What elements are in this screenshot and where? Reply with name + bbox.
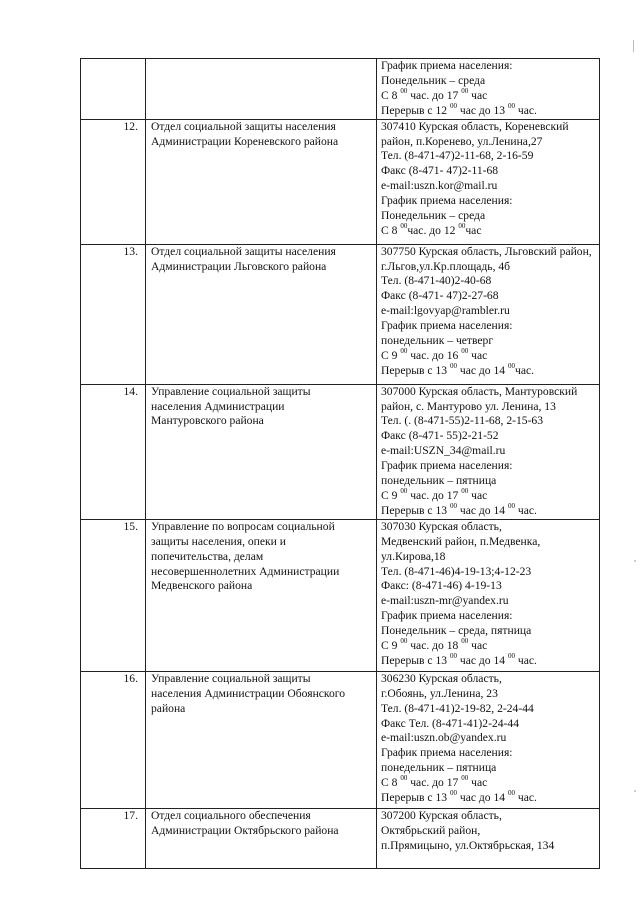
- contact-info-line: [381, 459, 599, 474]
- contact-info-line: [381, 672, 599, 687]
- organization-name-line: Отдел социального обеспечения: [151, 808, 311, 822]
- scan-edge-mark: [633, 40, 634, 52]
- contact-info-line: [381, 194, 599, 209]
- contact-info-line: [381, 74, 599, 89]
- contact-info-text: час. до 12: [407, 223, 459, 237]
- contact-info-line: [381, 746, 599, 761]
- organization-name: [146, 808, 377, 868]
- time-minutes-superscript: 00: [461, 86, 469, 95]
- contact-info-text: С 8: [381, 223, 401, 237]
- contact-info-line: [381, 349, 599, 364]
- time-minutes-superscript: 00: [449, 502, 457, 511]
- organization-name-line: Отдел социальной защиты населения: [151, 119, 336, 133]
- time-minutes-superscript: 00: [400, 487, 408, 496]
- row-number: 15.: [81, 519, 146, 671]
- contact-info-text: Факс (8-471- 47)2-11-68: [381, 164, 499, 178]
- organization-name-line: попечительства, делам: [151, 549, 264, 563]
- contact-info-line: [381, 385, 599, 400]
- contact-info: [377, 671, 600, 808]
- contact-info-text: Перерыв с 13: [381, 503, 450, 517]
- contact-info-text: час. до 17: [407, 776, 462, 790]
- contact-info-line: [381, 717, 599, 732]
- table-row: [81, 384, 600, 519]
- contact-info-text: 307030 Курская область,: [381, 519, 502, 533]
- organization-name-line: Мантуровского района: [151, 414, 264, 428]
- contact-info-line: [381, 135, 599, 150]
- contact-info-text: Факс: (8-471-46) 4-19-13: [381, 579, 502, 593]
- organization-name: [146, 59, 377, 120]
- time-minutes-superscript: 00: [400, 347, 408, 356]
- scan-edge-dot: [634, 790, 636, 792]
- time-minutes-superscript: 00: [507, 652, 515, 661]
- contact-info-line: [381, 224, 599, 239]
- contact-info: [377, 59, 600, 120]
- contact-info-text: час до 14: [456, 653, 508, 667]
- contact-info-line: [381, 565, 599, 580]
- contact-info-line: [381, 687, 599, 702]
- contact-info-line: [381, 489, 599, 504]
- contact-info-line: [381, 304, 599, 319]
- contact-info-text: час. до 18: [407, 639, 462, 653]
- contact-info-text: С 8: [381, 776, 401, 790]
- contact-info-line: [381, 504, 599, 519]
- contact-info-line: [381, 260, 599, 275]
- contact-info: [377, 808, 600, 868]
- table-row: [81, 119, 600, 244]
- contact-info-text: Факс (8-471- 55)2-21-52: [381, 429, 499, 443]
- contact-info-text: ул.Кирова,18: [381, 549, 446, 563]
- contact-info-text: час до 14: [456, 791, 508, 805]
- contact-info-text: час.: [514, 791, 537, 805]
- contact-info-text: Тел. (8-471-41)2-19-82, 2-24-44: [381, 701, 534, 715]
- contact-info-line: [381, 776, 599, 791]
- contact-info-line: [381, 444, 599, 459]
- contact-info-text: район, п.Коренево, ул.Ленина,27: [381, 134, 543, 148]
- contact-info-text: час: [465, 223, 482, 237]
- contact-info-text: Перерыв с 13: [381, 653, 450, 667]
- time-minutes-superscript: 00: [449, 652, 457, 661]
- contact-info-line: [381, 594, 599, 609]
- contact-info-text: Тел. (8-471-47)2-11-68, 2-16-59: [381, 149, 534, 163]
- contact-info-text: Тел. (8-471-46)4-19-13;4-12-23: [381, 564, 532, 578]
- contact-info-line: [381, 731, 599, 746]
- contact-info-line: [381, 289, 599, 304]
- contact-info-text: С 8: [381, 88, 401, 102]
- row-number: 14.: [81, 384, 146, 519]
- contact-info-line: [381, 839, 599, 854]
- table-row: [81, 244, 600, 384]
- organization-name-line: Управление социальной защиты: [151, 671, 311, 685]
- table-body: [81, 59, 600, 869]
- contact-info-text: час: [468, 776, 488, 790]
- organization-name-line: Управление социальной защиты: [151, 384, 311, 398]
- table-row: [81, 808, 600, 868]
- contact-info: [377, 244, 600, 384]
- contact-info-line: [381, 550, 599, 565]
- contact-info-line: [381, 179, 599, 194]
- row-number: 16.: [81, 671, 146, 808]
- time-minutes-superscript: 00: [507, 502, 515, 511]
- contact-info-text: График приема населения:: [381, 609, 513, 623]
- time-minutes-superscript: 00: [458, 222, 466, 231]
- organization-name-line: района: [151, 701, 186, 715]
- contact-info-text: e-mail:uszn.ob@yandex.ru: [381, 731, 507, 745]
- contact-info-text: 307750 Курская область, Льговский район,: [381, 244, 592, 258]
- contact-info-text: час: [468, 88, 488, 102]
- organization-name: [146, 671, 377, 808]
- organization-name: [146, 384, 377, 519]
- contact-info-text: час до 14: [456, 363, 508, 377]
- contact-info-line: [381, 59, 599, 74]
- organization-name-line: Управление по вопросам социальной: [151, 519, 335, 533]
- contact-info-text: час. до 17: [407, 88, 462, 102]
- table-row: [81, 519, 600, 671]
- time-minutes-superscript: 00: [400, 637, 408, 646]
- organization-name-line: Отдел социальной защиты населения: [151, 244, 336, 258]
- organization-name: [146, 244, 377, 384]
- contact-info-text: г.Льгов,ул.Кр.площадь, 4б: [381, 259, 511, 273]
- contact-info-line: [381, 414, 599, 429]
- time-minutes-superscript: 00: [461, 487, 469, 496]
- organization-name-line: Администрации Льговского района: [151, 259, 327, 273]
- organization-name-line: защиты населения, опеки и: [151, 534, 286, 548]
- time-minutes-superscript: 00: [400, 222, 408, 231]
- organization-name-line: Администрации Октябрьского района: [151, 823, 339, 837]
- contact-info-text: час.: [514, 503, 537, 517]
- contact-info-text: час до 13: [456, 103, 508, 117]
- contact-info-line: [381, 579, 599, 594]
- contact-info-line: [381, 101, 599, 119]
- contact-info-text: час до 14: [456, 503, 508, 517]
- contact-info-line: [381, 474, 599, 489]
- contact-info-line: [381, 654, 599, 669]
- contact-info-line: [381, 400, 599, 415]
- contact-info-text: Факс (8-471- 47)2-27-68: [381, 289, 499, 303]
- contact-info-line: [381, 149, 599, 164]
- time-minutes-superscript: 00: [461, 774, 469, 783]
- contact-info-line: [381, 364, 599, 379]
- contact-info-text: г.Обоянь, ул.Ленина, 23: [381, 686, 498, 700]
- contact-info-text: 307410 Курская область, Кореневский: [381, 119, 569, 133]
- organization-name-line: Администрации Кореневского района: [151, 134, 339, 148]
- contact-info-text: Медвенский район, п.Медвенка,: [381, 534, 541, 548]
- row-number: [81, 59, 146, 120]
- contact-info-text: График приема населения:: [381, 59, 513, 72]
- row-number: 12.: [81, 119, 146, 244]
- contact-info-text: Тел. (8-471-40)2-40-68: [381, 274, 492, 288]
- contact-info-text: Перерыв с 13: [381, 363, 450, 377]
- social-protection-offices-table: [80, 58, 600, 869]
- contact-info-text: час.: [514, 103, 537, 117]
- contact-info-text: С 9: [381, 639, 401, 653]
- contact-info-line: [381, 245, 599, 260]
- contact-info-text: График приема населения:: [381, 194, 513, 208]
- contact-info-line: [381, 639, 599, 654]
- contact-info-line: [381, 120, 599, 135]
- time-minutes-superscript: 00: [449, 789, 457, 798]
- contact-info-text: Тел. (. (8-471-55)2-11-68, 2-15-63: [381, 414, 544, 428]
- time-minutes-superscript: 00: [461, 637, 469, 646]
- time-minutes-superscript: 00: [507, 789, 515, 798]
- contact-info: [377, 519, 600, 671]
- contact-info: [377, 119, 600, 244]
- contact-info-text: Понедельник – среда: [381, 73, 486, 87]
- contact-info-text: График приема населения:: [381, 319, 513, 333]
- contact-info-line: [381, 609, 599, 624]
- contact-info-text: Понедельник – среда: [381, 209, 486, 223]
- time-minutes-superscript: 00: [400, 774, 408, 783]
- contact-info-line: [381, 164, 599, 179]
- contact-info-line: [381, 274, 599, 289]
- organization-name: [146, 519, 377, 671]
- contact-info-text: район, с. Мантурово ул. Ленина, 13: [381, 399, 556, 413]
- contact-info-line: [381, 429, 599, 444]
- time-minutes-superscript: 00: [449, 101, 457, 110]
- contact-info-text: понедельник – четверг: [381, 334, 494, 348]
- contact-info-text: e-mail:lgovyap@rambler.ru: [381, 304, 510, 318]
- contact-info-text: час: [468, 639, 488, 653]
- row-number: 13.: [81, 244, 146, 384]
- organization-name-line: населения Администрации: [151, 399, 285, 413]
- contact-info-line: [381, 624, 599, 639]
- contact-info-line: [381, 824, 599, 839]
- contact-info-text: Октябрьский район,: [381, 823, 481, 837]
- organization-name-line: несовершеннолетних Администрации: [151, 564, 340, 578]
- scan-edge-dot: [634, 560, 636, 562]
- organization-name: [146, 119, 377, 244]
- contact-info-text: e-mail:uszn-mr@yandex.ru: [381, 594, 509, 608]
- contact-info-text: п.Прямицыно, ул.Октябрьская, 134: [381, 838, 555, 852]
- contact-info-text: Понедельник – среда, пятница: [381, 624, 532, 638]
- contact-info-line: [381, 319, 599, 334]
- contact-info-line: [381, 761, 599, 776]
- table-row: [81, 59, 600, 120]
- time-minutes-superscript: 00: [400, 86, 408, 95]
- contact-info-text: График приема населения:: [381, 746, 513, 760]
- time-minutes-superscript: 00: [507, 362, 515, 371]
- contact-info-line: [381, 535, 599, 550]
- contact-info-text: С 9: [381, 348, 401, 362]
- table-row: [81, 671, 600, 808]
- organization-name-line: Медвенского района: [151, 579, 253, 593]
- contact-info-text: Перерыв с 12: [381, 103, 450, 117]
- row-number: 17.: [81, 808, 146, 868]
- contact-info-text: График приема населения:: [381, 459, 513, 473]
- contact-info-text: 306230 Курская область,: [381, 671, 502, 685]
- contact-info-text: час.: [514, 363, 535, 377]
- contact-info-text: час. до 17: [407, 488, 462, 502]
- contact-info-text: 307000 Курская область, Мантуровский: [381, 384, 578, 398]
- contact-info-text: час. до 16: [407, 348, 462, 362]
- contact-info-line: [381, 791, 599, 806]
- contact-info-line: [381, 334, 599, 349]
- contact-info-text: 307200 Курская область,: [381, 808, 502, 822]
- contact-info-line: [381, 809, 599, 824]
- time-minutes-superscript: 00: [507, 101, 515, 110]
- contact-info-text: С 9: [381, 488, 401, 502]
- contact-info-text: e-mail:USZN_34@mail.ru: [381, 444, 506, 458]
- contact-info-text: час: [468, 348, 488, 362]
- contact-info-line: [381, 520, 599, 535]
- contact-info-text: Перерыв с 13: [381, 791, 450, 805]
- contact-info-text: понедельник – пятница: [381, 474, 497, 488]
- contact-info-line: [381, 702, 599, 717]
- contact-info-line: [381, 209, 599, 224]
- contact-info-text: e-mail:uszn.kor@mail.ru: [381, 179, 498, 193]
- time-minutes-superscript: 00: [461, 347, 469, 356]
- contact-info: [377, 384, 600, 519]
- contact-info-text: понедельник – пятница: [381, 761, 497, 775]
- time-minutes-superscript: 00: [449, 362, 457, 371]
- contact-info-text: час: [468, 488, 488, 502]
- contact-info-text: час.: [514, 653, 537, 667]
- contact-info-text: Факс Тел. (8-471-41)2-24-44: [381, 716, 519, 730]
- contact-info-line: [381, 86, 599, 104]
- organization-name-line: населения Администрации Обоянского: [151, 686, 346, 700]
